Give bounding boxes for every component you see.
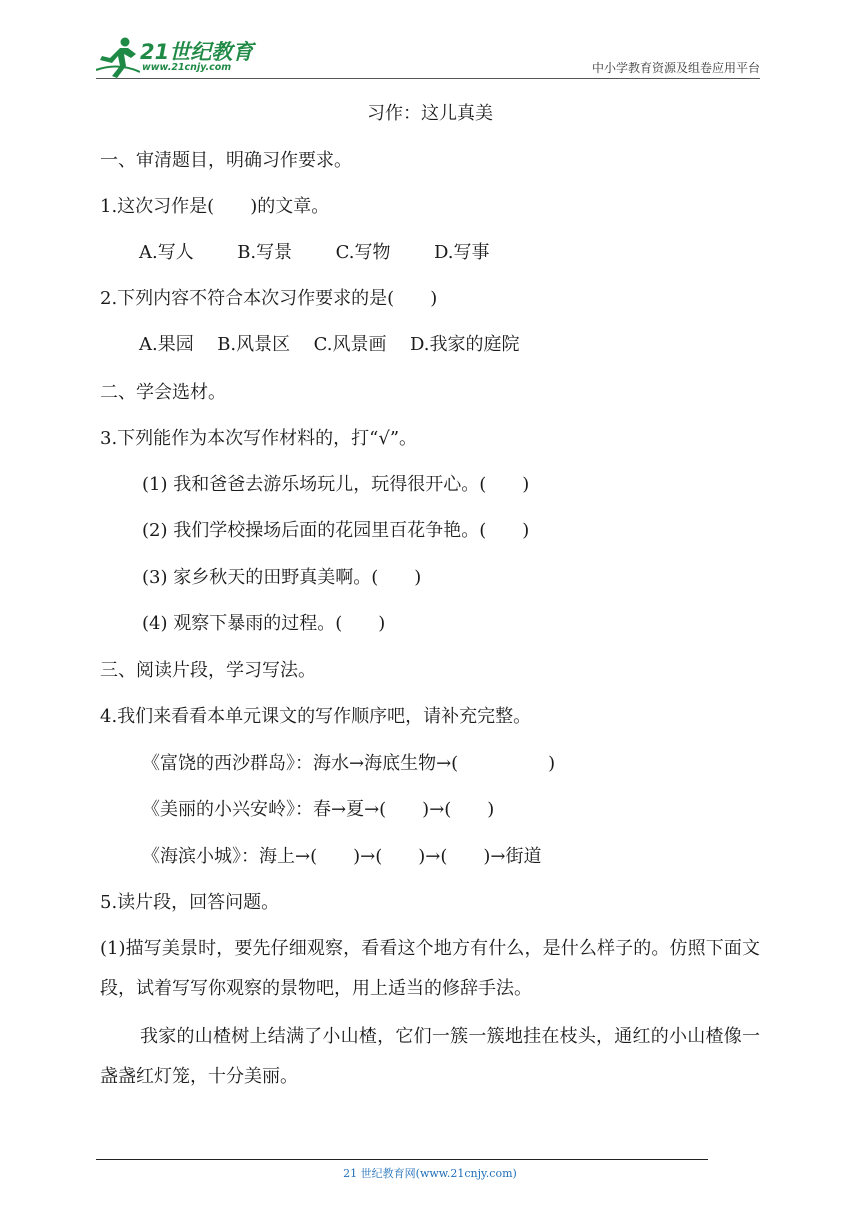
question-3: 3.下列能作为本次写作材料的，打“√”。 — [100, 428, 418, 449]
question-4-item: 《美丽的小兴安岭》：春→夏→( )→( ) — [142, 799, 495, 820]
question-1-options — [139, 240, 489, 266]
question-2: 2.下列内容不符合本次习作要求的是( ) — [100, 288, 438, 309]
option-b: B.风景区 — [217, 334, 291, 355]
question-4: 4.我们来看看本单元课文的写作顺序吧，请补充完整。 — [100, 706, 532, 727]
footer-text: 21 世纪教育网(www.21cnjy.com) — [343, 1167, 517, 1180]
section3-heading: 三、阅读片段，学习写法。 — [100, 660, 316, 681]
runner-logo-icon — [96, 36, 140, 78]
question-5-instruction: (1)描写美景时，要先仔细观察，看看这个地方有什么，是什么样子的。仿照下面文段，试着写写你观察的景物吧，用上适当的修辞手法。 — [100, 938, 760, 999]
header-divider — [96, 78, 760, 79]
option-a: A.写人 — [139, 242, 194, 263]
footer-divider — [96, 1159, 708, 1160]
question-3-item: (4) 观察下暴雨的过程。( ) — [142, 613, 386, 634]
question-5: 5.读片段，回答问题。 — [100, 892, 280, 913]
question-3-item: (2) 我们学校操场后面的花园里百花争艳。( ) — [142, 520, 530, 541]
logo — [96, 36, 266, 78]
question-5-sample-paragraph: 我家的山楂树上结满了小山楂，它们一簇一簇地挂在枝头，通红的小山楂像一盏盏红灯笼，十分美丽。 — [100, 1026, 760, 1087]
section1-heading: 一、审清题目，明确习作要求。 — [100, 150, 352, 171]
logo-brand-text: 21世纪教育 — [140, 40, 254, 64]
page-title: 习作：这儿真美 — [367, 103, 493, 124]
header-platform-text: 中小学教育资源及组卷应用平台 — [591, 61, 760, 75]
page-header — [96, 34, 760, 80]
question-4-item: 《海滨小城》：海上→( )→( )→( )→街道 — [142, 846, 542, 867]
option-d: D.写事 — [433, 242, 490, 263]
question-4-item: 《富饶的西沙群岛》：海水→海底生物→( ) — [142, 753, 556, 774]
option-c: C.风景画 — [313, 334, 387, 355]
question-2-options — [139, 332, 519, 358]
logo-url-text: www.21cnjy.com — [142, 62, 232, 73]
option-d: D.我家的庭院 — [409, 334, 520, 355]
option-c: C.写物 — [335, 242, 391, 263]
option-a: A.果园 — [139, 334, 194, 355]
question-1: 1.这次习作是( )的文章。 — [100, 196, 330, 217]
question-3-item: (3) 家乡秋天的田野真美啊。( ) — [142, 567, 422, 588]
section2-heading: 二、学会选材。 — [100, 382, 226, 403]
option-b: B.写景 — [237, 242, 293, 263]
question-3-item: (1) 我和爸爸去游乐场玩儿，玩得很开心。( ) — [142, 474, 530, 495]
